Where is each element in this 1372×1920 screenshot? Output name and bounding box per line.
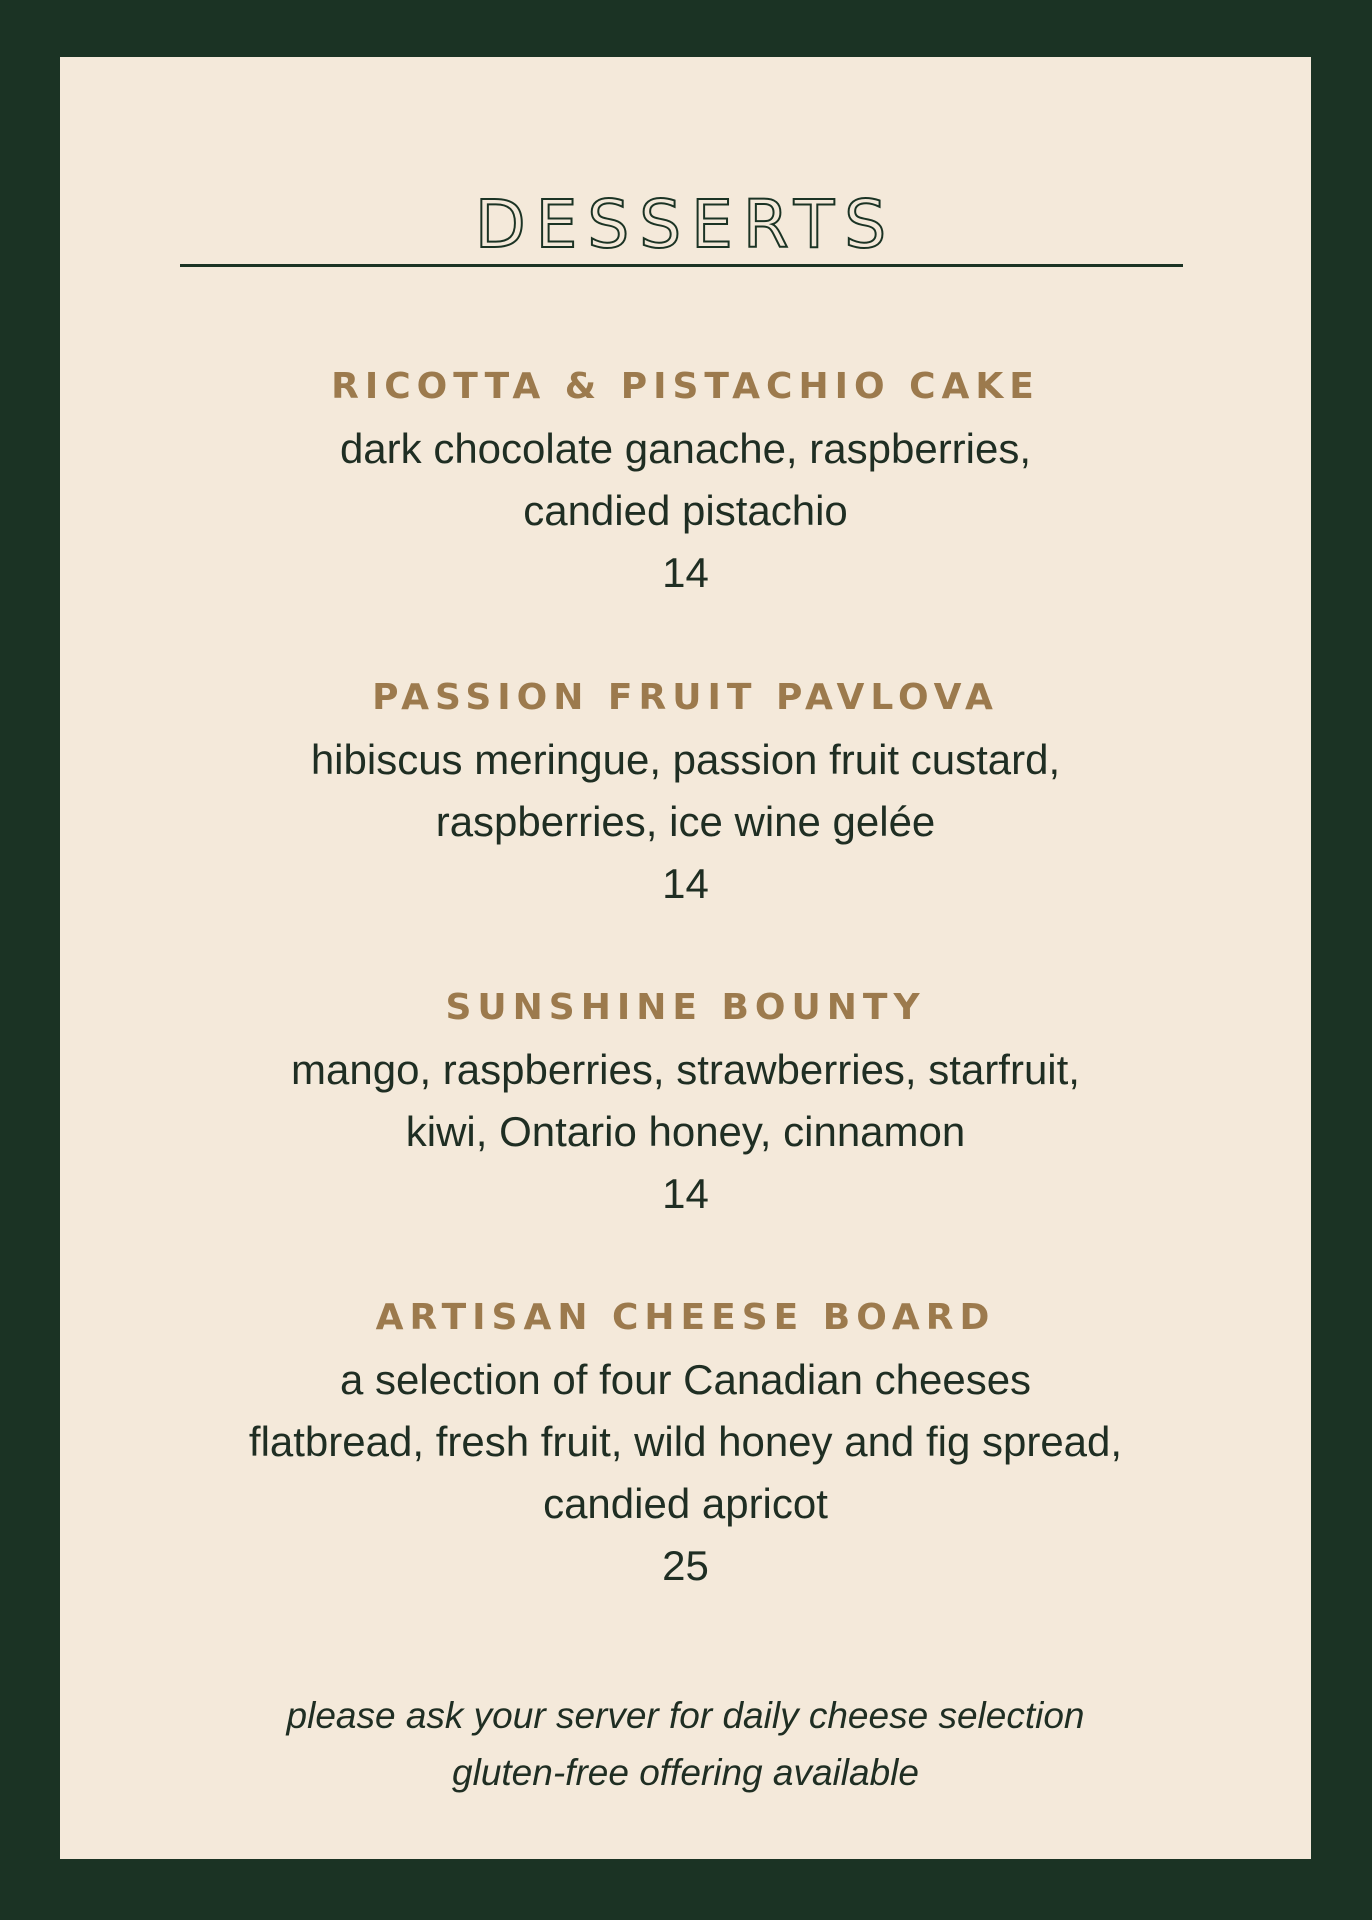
note-line: please ask your server for daily cheese selection <box>286 1695 1085 1736</box>
item-description: flatbread, fresh fruit, wild honey and fig spread, <box>248 1418 1123 1465</box>
item-description: candied apricot <box>543 1480 828 1527</box>
item-price: 14 <box>662 549 709 596</box>
item-price: 14 <box>662 860 709 907</box>
menu-title: DESSERTS <box>474 186 897 263</box>
note-line: gluten-free offering available <box>452 1752 919 1793</box>
menu-item <box>60 356 1311 604</box>
item-description: candied pistachio <box>523 487 848 534</box>
title-divider <box>180 264 1183 267</box>
item-name: RICOTTA & PISTACHIO CAKE <box>331 366 1040 407</box>
item-name: SUNSHINE BOUNTY <box>445 987 926 1028</box>
item-description: a selection of four Canadian cheeses <box>339 1356 1032 1403</box>
menu-notes <box>60 1687 1311 1801</box>
item-name: PASSION FRUIT PAVLOVA <box>372 677 999 718</box>
item-description: hibiscus meringue, passion fruit custard, <box>310 736 1061 783</box>
item-price: 14 <box>662 1170 709 1217</box>
menu-card <box>60 57 1311 1859</box>
item-description: dark chocolate ganache, raspberries, <box>339 425 1032 472</box>
item-price: 25 <box>662 1542 709 1589</box>
menu-item <box>60 977 1311 1225</box>
menu-item <box>60 1287 1311 1597</box>
item-name: ARTISAN CHEESE BOARD <box>375 1297 996 1338</box>
menu-item <box>60 667 1311 915</box>
item-description: kiwi, Ontario honey, cinnamon <box>405 1108 966 1155</box>
item-description: raspberries, ice wine gelée <box>435 798 936 845</box>
item-description: mango, raspberries, strawberries, starfruit, <box>291 1046 1080 1093</box>
